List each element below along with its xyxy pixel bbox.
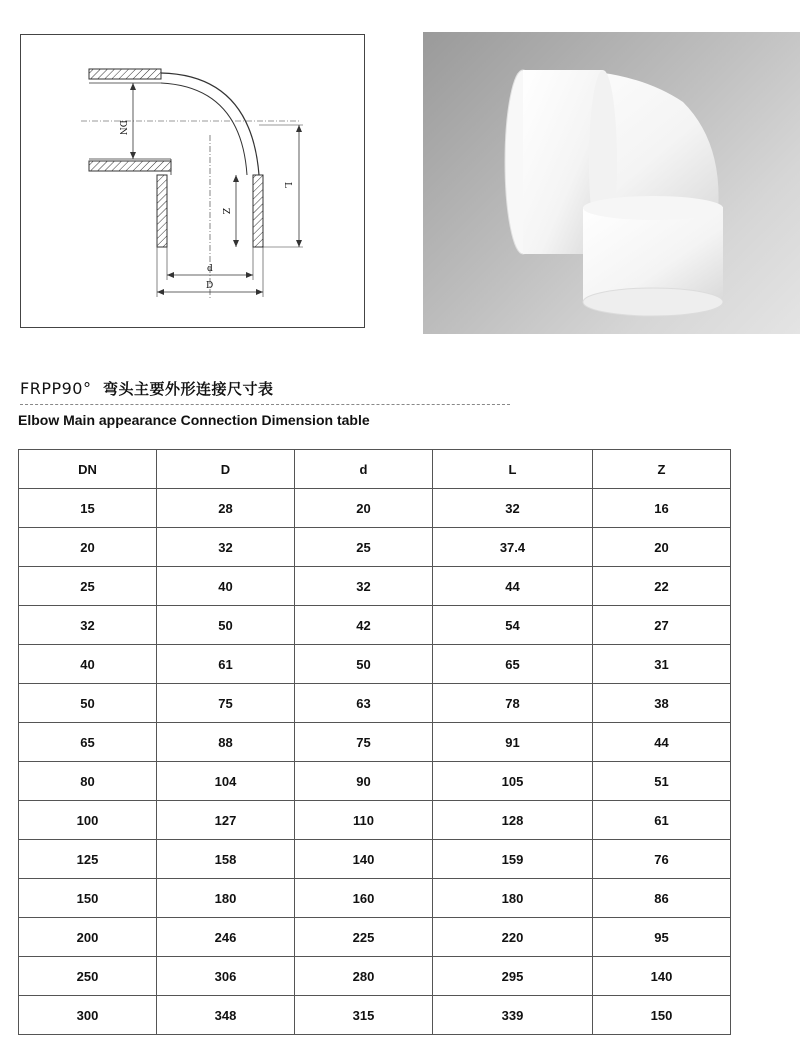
table-row — [19, 957, 731, 996]
d-outer-dimension-label: D — [206, 281, 214, 291]
table-cell-z: 27 — [592, 606, 730, 645]
table-row — [19, 645, 731, 684]
table-cell-z: 61 — [592, 801, 730, 840]
product-photo — [423, 32, 800, 334]
table-cell-z: 31 — [592, 645, 730, 684]
table-cell-l: 339 — [433, 996, 593, 1035]
table-row — [19, 567, 731, 606]
table-cell-l: 180 — [433, 879, 593, 918]
table-cell-l: 78 — [433, 684, 593, 723]
table-cell-dn: 20 — [19, 528, 157, 567]
table-cell-dn: 125 — [19, 840, 157, 879]
column-header-l: L — [433, 450, 593, 489]
table-cell-d-inner: 160 — [295, 879, 433, 918]
socket-wall-top — [89, 69, 161, 79]
table-cell-z: 44 — [592, 723, 730, 762]
table-cell-d-inner: 42 — [295, 606, 433, 645]
table-cell-l: 220 — [433, 918, 593, 957]
socket-wall-bottom — [89, 161, 171, 171]
table-row — [19, 723, 731, 762]
title-divider — [20, 404, 510, 405]
table-row — [19, 762, 731, 801]
table-title-english: Elbow Main appearance Connection Dimension table — [18, 412, 370, 428]
table-cell-z: 76 — [592, 840, 730, 879]
table-cell-l: 32 — [433, 489, 593, 528]
elbow-inner-curve — [161, 83, 247, 175]
table-row — [19, 528, 731, 567]
table-title-chinese — [20, 378, 273, 399]
table-row — [19, 879, 731, 918]
table-cell-d-outer: 40 — [157, 567, 295, 606]
table-cell-z: 22 — [592, 567, 730, 606]
technical-drawing — [20, 34, 365, 328]
table-cell-d-inner: 225 — [295, 918, 433, 957]
table-cell-l: 91 — [433, 723, 593, 762]
table-cell-z: 38 — [592, 684, 730, 723]
table-cell-dn: 15 — [19, 489, 157, 528]
table-cell-d-outer: 61 — [157, 645, 295, 684]
table-cell-z: 51 — [592, 762, 730, 801]
table-cell-z: 150 — [592, 996, 730, 1035]
table-cell-d-outer: 180 — [157, 879, 295, 918]
table-cell-d-outer: 32 — [157, 528, 295, 567]
l-dimension-label: L — [282, 182, 292, 188]
table-row — [19, 489, 731, 528]
table-cell-d-inner: 25 — [295, 528, 433, 567]
table-cell-z: 16 — [592, 489, 730, 528]
table-cell-d-outer: 246 — [157, 918, 295, 957]
table-cell-dn: 300 — [19, 996, 157, 1035]
table-cell-d-outer: 88 — [157, 723, 295, 762]
model-name: FRPP90° — [20, 379, 92, 398]
table-cell-d-inner: 90 — [295, 762, 433, 801]
column-header-z: Z — [592, 450, 730, 489]
table-row — [19, 684, 731, 723]
table-cell-d-inner: 20 — [295, 489, 433, 528]
table-cell-d-inner: 50 — [295, 645, 433, 684]
elbow-fitting-image — [423, 32, 800, 334]
table-cell-d-inner: 63 — [295, 684, 433, 723]
table-cell-d-outer: 306 — [157, 957, 295, 996]
table-cell-z: 95 — [592, 918, 730, 957]
dimension-table — [18, 449, 731, 1035]
table-cell-l: 159 — [433, 840, 593, 879]
table-cell-dn: 80 — [19, 762, 157, 801]
table-cell-d-outer: 28 — [157, 489, 295, 528]
table-cell-dn: 150 — [19, 879, 157, 918]
table-cell-d-outer: 104 — [157, 762, 295, 801]
column-header-d-outer: D — [157, 450, 295, 489]
table-cell-l: 37.4 — [433, 528, 593, 567]
table-cell-dn: 65 — [19, 723, 157, 762]
table-row — [19, 996, 731, 1035]
table-cell-l: 105 — [433, 762, 593, 801]
d-inner-dimension-label: d — [207, 264, 213, 274]
table-cell-l: 128 — [433, 801, 593, 840]
table-cell-z: 20 — [592, 528, 730, 567]
socket-wall-left — [157, 175, 167, 247]
column-header-dn: DN — [19, 450, 157, 489]
dn-dimension-label: DN — [117, 120, 127, 136]
socket-wall-right — [253, 175, 263, 247]
table-cell-d-inner: 75 — [295, 723, 433, 762]
table-cell-d-inner: 315 — [295, 996, 433, 1035]
table-row — [19, 606, 731, 645]
table-header-row — [19, 450, 731, 489]
table-cell-dn: 40 — [19, 645, 157, 684]
table-cell-dn: 32 — [19, 606, 157, 645]
table-cell-d-inner: 140 — [295, 840, 433, 879]
elbow-section-diagram — [21, 35, 366, 329]
table-cell-d-outer: 50 — [157, 606, 295, 645]
table-cell-l: 295 — [433, 957, 593, 996]
table-row — [19, 840, 731, 879]
table-cell-d-inner: 110 — [295, 801, 433, 840]
table-cell-d-outer: 158 — [157, 840, 295, 879]
table-cell-d-outer: 348 — [157, 996, 295, 1035]
z-dimension-label: Z — [220, 208, 230, 215]
table-cell-z: 86 — [592, 879, 730, 918]
table-cell-l: 65 — [433, 645, 593, 684]
table-row — [19, 918, 731, 957]
column-header-d-inner: d — [295, 450, 433, 489]
table-cell-d-outer: 75 — [157, 684, 295, 723]
table-cell-d-inner: 32 — [295, 567, 433, 606]
table-row — [19, 801, 731, 840]
table-cell-d-outer: 127 — [157, 801, 295, 840]
table-cell-z: 140 — [592, 957, 730, 996]
table-cell-l: 54 — [433, 606, 593, 645]
table-cell-dn: 250 — [19, 957, 157, 996]
table-cell-d-inner: 280 — [295, 957, 433, 996]
table-cell-dn: 50 — [19, 684, 157, 723]
table-cell-dn: 25 — [19, 567, 157, 606]
table-cell-dn: 100 — [19, 801, 157, 840]
table-cell-l: 44 — [433, 567, 593, 606]
table-cell-dn: 200 — [19, 918, 157, 957]
title-chinese-text: 弯头主要外形连接尺寸表 — [102, 380, 274, 398]
